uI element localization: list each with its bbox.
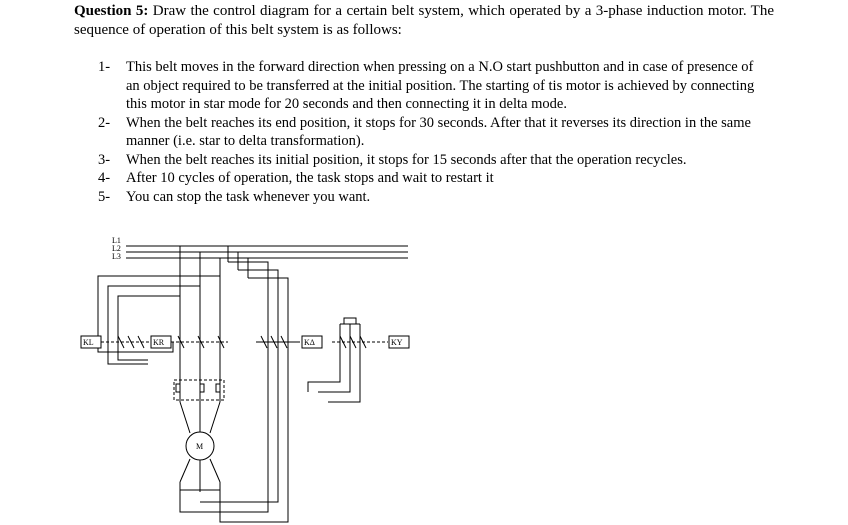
step-text: You can stop the task whenever you want.	[126, 188, 371, 205]
contactor-ky-label: KY	[391, 338, 403, 347]
power-circuit-diagram	[78, 232, 418, 524]
step-text: When the belt reaches its initial position, it stops for 15 seconds after that the operation recycles.	[126, 151, 687, 168]
contactor-kr-label: KR	[153, 338, 165, 347]
reversing-wiring	[98, 276, 220, 364]
steps-list	[98, 58, 758, 206]
question-label: Question 5:	[74, 3, 149, 19]
step-text: This belt moves in the forward direction when pressing on a N.O start pushbutton and in case of presence of an object required to be transferred at the initial position. The starting of tis motor is achieved by connecting this motor in star mode for 20 seconds and then connecting it in delta mode.	[126, 59, 755, 112]
step-number: 1-	[98, 59, 111, 75]
step-item	[98, 58, 758, 114]
delta-wiring	[180, 246, 288, 522]
overload-relay	[174, 380, 224, 400]
supply-lines	[126, 246, 408, 258]
motor-label: M	[196, 442, 204, 451]
step-text: After 10 cycles of operation, the task stops and wait to restart it	[126, 170, 494, 186]
contactor-kdelta-label: KΔ	[304, 338, 315, 347]
line-label-l2: L2	[112, 244, 121, 253]
question-body: Draw the control diagram for a certain belt system, which operated by a 3-phase induction motor. The sequence of operation of this belt system is as follows:	[74, 3, 774, 38]
question-text	[74, 2, 774, 40]
main-drops	[180, 246, 220, 402]
line-label-l1: L1	[112, 236, 121, 245]
step-item	[98, 169, 758, 188]
step-item	[98, 188, 758, 207]
line-label-l3: L3	[112, 252, 121, 261]
step-number: 5-	[98, 188, 111, 205]
contactor-kl-label: KL	[83, 338, 94, 347]
step-number: 3-	[98, 151, 111, 168]
step-item	[98, 151, 758, 170]
step-item	[98, 114, 758, 151]
step-text: When the belt reaches its end position, it stops for 30 seconds. After that it reverses its direction in the same manner (i.e. star to delta transformation).	[126, 114, 751, 149]
star-wiring	[308, 318, 360, 402]
step-number: 4-	[98, 170, 111, 186]
step-number: 2-	[98, 114, 111, 131]
